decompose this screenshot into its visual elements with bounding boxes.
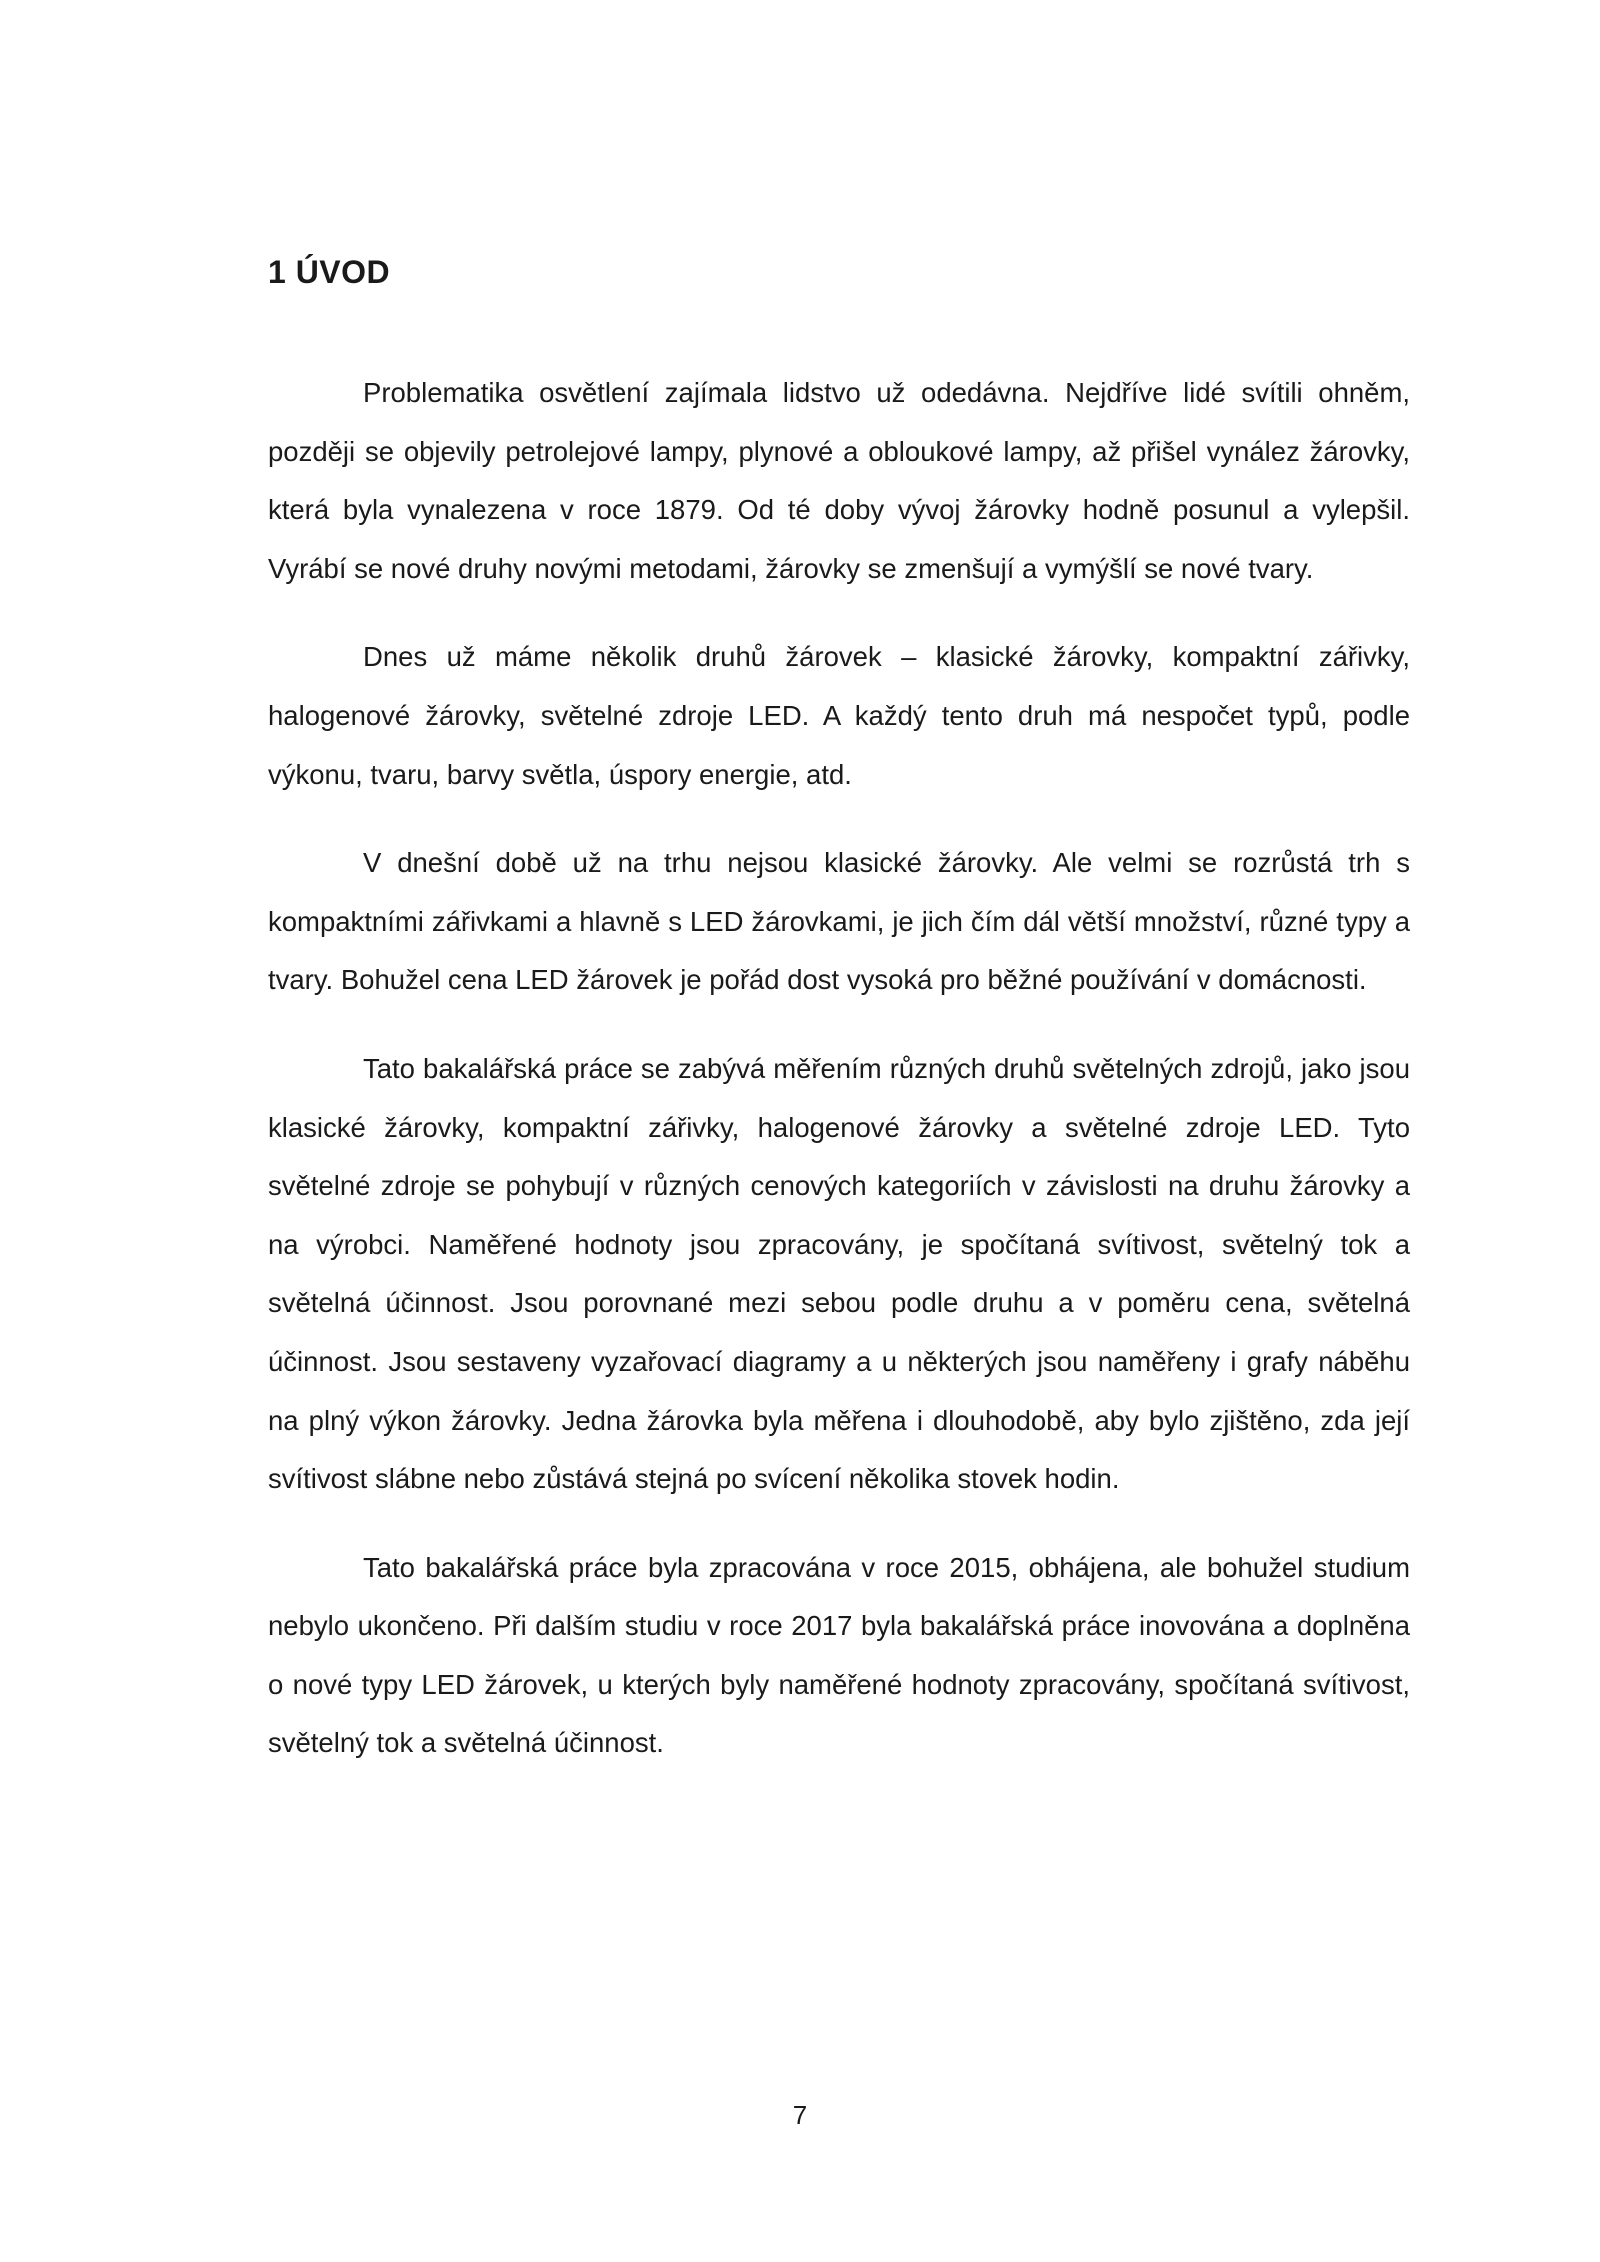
paragraph: Problematika osvětlení zajímala lidstvo už odedávna. Nejdříve lidé svítili ohněm, později se objevily petrolejové lampy, plynové a obloukové lampy, až přišel vynález žárovky, která byla vynalezena v roce 1879. Od té doby vývoj žárovky hodně posunul a vylepšil. Vyrábí se nové druhy novými metodami, žárovky se zmenšují a vymýšlí se nové tvary.: [268, 377, 1410, 584]
paragraph: Dnes už máme několik druhů žárovek – klasické žárovky, kompaktní zářivky, halogenové žárovky, světelné zdroje LED. A každý tento druh má nespočet typů, podle výkonu, tvaru, barvy světla, úspory energie, atd.: [268, 641, 1410, 790]
paragraph: Tato bakalářská práce se zabývá měřením různých druhů světelných zdrojů, jako jsou klasické žárovky, kompaktní zářivky, halogenové žárovky a světelné zdroje LED. Tyto světelné zdroje se pohybují v různých cenových kategoriích v závislosti na druhu žárovky a na výrobci. Naměřené hodnoty jsou zpracovány, je spočítaná svítivost, světelný tok a světelná účinnost. Jsou porovnané mezi sebou podle druhu a v poměru cena, světelná účinnost. Jsou sestaveny vyzařovací diagramy a u některých jsou naměřeny i grafy náběhu na plný výkon žárovky. Jedna žárovka byla měřena i dlouhodobě, aby bylo zjištěno, zda její svítivost slábne nebo zůstává stejná po svícení několika stovek hodin.: [268, 1052, 1410, 1495]
page-number: 7: [792, 2100, 808, 2130]
chapter-heading: 1 ÚVOD: [268, 254, 391, 290]
paragraph: V dnešní době už na trhu nejsou klasické žárovky. Ale velmi se rozrůstá trh s kompaktními zářivkami a hlavně s LED žárovkami, je jich čím dál větší množství, různé typy a tvary. Bohužel cena LED žárovek je pořád dost vysoká pro běžné používání v domácnosti.: [268, 847, 1410, 996]
paragraph: Tato bakalářská práce byla zpracována v roce 2015, obhájena, ale bohužel studium nebylo ukončeno. Při dalším studiu v roce 2017 byla bakalářská práce inovována a doplněna o nové typy LED žárovek, u kterých byly naměřené hodnoty zpracovány, spočítaná svítivost, světelný tok a světelná účinnost.: [268, 1551, 1410, 1759]
chapter-body: [268, 364, 1410, 1803]
